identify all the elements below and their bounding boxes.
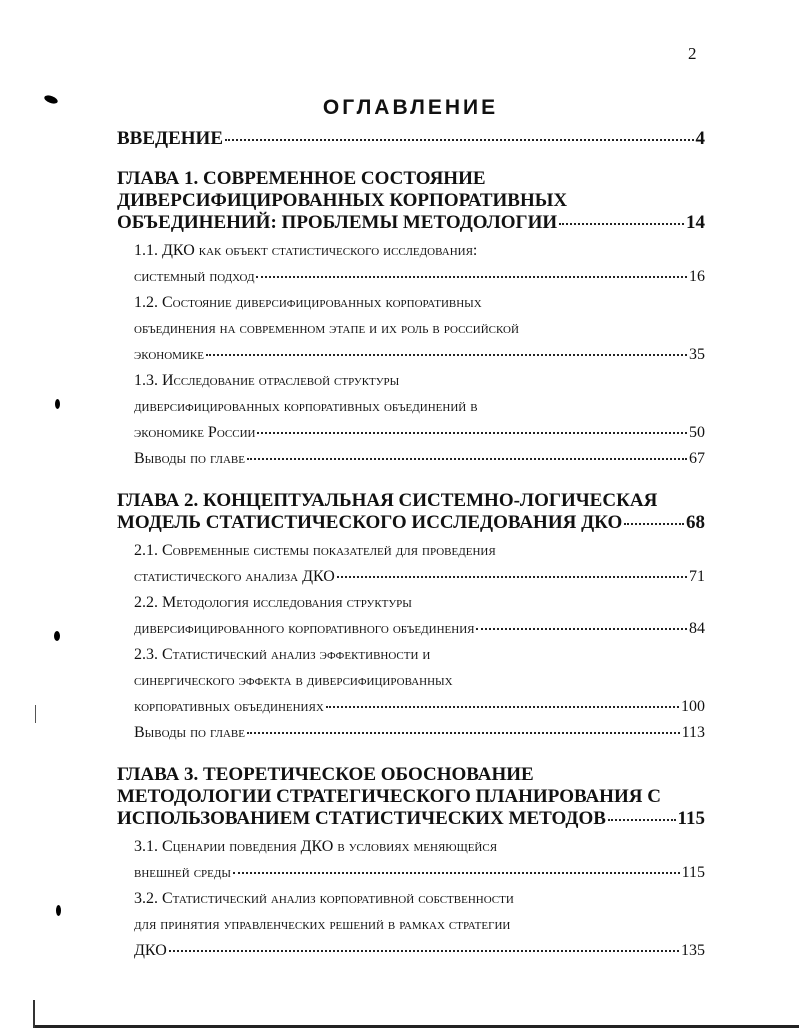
toc-entry-introduction[interactable] bbox=[117, 128, 705, 150]
chapter-title-last-line bbox=[117, 212, 705, 234]
toc-chapter-ch2[interactable] bbox=[117, 490, 705, 534]
dot-leader bbox=[624, 522, 684, 525]
toc-section[interactable] bbox=[117, 590, 705, 642]
section-title-last-line bbox=[134, 564, 705, 590]
toc-page-number: 50 bbox=[689, 424, 705, 441]
toc-page-number: 68 bbox=[686, 512, 705, 533]
toc-page-number: 35 bbox=[689, 346, 705, 363]
chapter-title-last-line bbox=[117, 808, 705, 830]
toc-page-number: 14 bbox=[686, 212, 705, 233]
toc-page-number: 67 bbox=[689, 450, 705, 467]
section-title-last-line bbox=[134, 938, 705, 964]
section-title-line: 2.2. Методология исследования структуры bbox=[134, 594, 412, 611]
dot-leader bbox=[257, 431, 687, 434]
dot-leader bbox=[559, 222, 684, 225]
chapter-title-line: ГЛАВА 3. ТЕОРЕТИЧЕСКОЕ ОБОСНОВАНИЕ bbox=[117, 764, 534, 785]
toc-section[interactable] bbox=[117, 720, 705, 746]
toc-page-number: 115 bbox=[681, 864, 705, 881]
toc-page-number: 71 bbox=[689, 568, 705, 585]
section-title-line: внешней среды bbox=[134, 864, 231, 881]
toc-chapter-ch1[interactable] bbox=[117, 168, 705, 234]
toc-section-list bbox=[117, 238, 705, 472]
toc-section[interactable] bbox=[117, 538, 705, 590]
chapter-title-line: МЕТОДОЛОГИИ СТРАТЕГИЧЕСКОГО ПЛАНИРОВАНИЯ С bbox=[117, 786, 661, 807]
dot-leader bbox=[326, 705, 679, 708]
toc-section[interactable] bbox=[117, 290, 705, 368]
section-title-line: диверсифицированных корпоративных объединений в bbox=[134, 398, 478, 415]
table-of-contents bbox=[117, 128, 705, 964]
toc-section[interactable] bbox=[117, 834, 705, 886]
toc-section[interactable] bbox=[117, 238, 705, 290]
section-title-line: 2.1. Современные системы показателей для проведения bbox=[134, 542, 496, 559]
chapter-title-line: МОДЕЛЬ СТАТИСТИЧЕСКОГО ИССЛЕДОВАНИЯ ДКО bbox=[117, 512, 623, 533]
section-title-last-line bbox=[134, 446, 705, 472]
dot-leader bbox=[247, 731, 680, 734]
scan-speck bbox=[56, 905, 61, 916]
scan-edge bbox=[33, 1000, 35, 1028]
chapter-title-last-line bbox=[117, 512, 705, 534]
section-title-line: корпоративных объединениях bbox=[134, 698, 324, 715]
dot-leader bbox=[225, 138, 694, 141]
dot-leader bbox=[233, 871, 680, 874]
section-title-line: 1.1. ДКО как объект статистического исследования: bbox=[134, 242, 478, 259]
section-title-line: 1.2. Состояние диверсифицированных корпоративных bbox=[134, 294, 482, 311]
dot-leader bbox=[169, 949, 679, 952]
toc-page-number: 84 bbox=[689, 620, 705, 637]
section-title-last-line bbox=[134, 860, 705, 886]
toc-page-number: 115 bbox=[677, 808, 705, 829]
scan-edge bbox=[35, 1025, 799, 1028]
scan-speck bbox=[54, 631, 60, 641]
chapter-title-line: ДИВЕРСИФИЦИРОВАННЫХ КОРПОРАТИВНЫХ bbox=[117, 190, 568, 211]
toc-entry-text: ВВЕДЕНИЕ bbox=[117, 128, 223, 149]
toc-section[interactable] bbox=[117, 446, 705, 472]
section-title-line: диверсифицированного корпоративного объединения bbox=[134, 620, 475, 637]
section-title-line: статистического анализа ДКО bbox=[134, 568, 335, 585]
section-title-line: системный подход bbox=[134, 268, 255, 285]
chapter-title-line: ОБЪЕДИНЕНИЙ: ПРОБЛЕМЫ МЕТОДОЛОГИИ bbox=[117, 212, 558, 233]
section-title-line: 2.3. Статистический анализ эффективности и bbox=[134, 646, 431, 663]
toc-page-number: 135 bbox=[681, 942, 705, 959]
dot-leader bbox=[476, 627, 687, 630]
toc-section-list bbox=[117, 834, 705, 964]
toc-section[interactable] bbox=[117, 886, 705, 964]
dot-leader bbox=[608, 818, 676, 821]
section-title-line: для принятия управленческих решений в рамках стратегии bbox=[134, 916, 511, 933]
toc-page-number: 113 bbox=[681, 724, 705, 741]
toc-section[interactable] bbox=[117, 368, 705, 446]
dot-leader bbox=[256, 275, 687, 278]
section-title-last-line bbox=[134, 694, 705, 720]
section-title-last-line bbox=[134, 420, 705, 446]
page-number: 2 bbox=[688, 44, 697, 63]
section-title-line: экономике bbox=[134, 346, 204, 363]
chapter-title-line: ГЛАВА 1. СОВРЕМЕННОЕ СОСТОЯНИЕ bbox=[117, 168, 486, 189]
section-title-line: ДКО bbox=[134, 942, 167, 959]
toc-title: ОГЛАВЛЕНИЕ bbox=[322, 96, 499, 119]
section-title-line: объединения на современном этапе и их роль в российской bbox=[134, 320, 519, 337]
dot-leader bbox=[247, 457, 687, 460]
dot-leader bbox=[206, 353, 687, 356]
toc-page-number: 100 bbox=[681, 698, 705, 715]
toc-page-number: 4 bbox=[695, 128, 705, 149]
toc-page-number: 16 bbox=[689, 268, 705, 285]
scan-speck bbox=[55, 399, 60, 409]
chapter-title-line: ГЛАВА 2. КОНЦЕПТУАЛЬНАЯ СИСТЕМНО-ЛОГИЧЕСКАЯ bbox=[117, 490, 658, 511]
section-title-line: 3.2. Статистический анализ корпоративной собственности bbox=[134, 890, 514, 907]
toc-chapter-ch3[interactable] bbox=[117, 764, 705, 830]
section-title-last-line bbox=[134, 342, 705, 368]
section-title-line: Выводы по главе bbox=[134, 724, 245, 741]
section-title-last-line bbox=[134, 616, 705, 642]
section-title-line: Выводы по главе bbox=[134, 450, 245, 467]
chapter-title-line: ИСПОЛЬЗОВАНИЕМ СТАТИСТИЧЕСКИХ МЕТОДОВ bbox=[117, 808, 606, 829]
section-title-line: 1.3. Исследование отраслевой структуры bbox=[134, 372, 400, 389]
section-title-line: 3.1. Сценарии поведения ДКО в условиях меняющейся bbox=[134, 838, 498, 855]
section-title-line: синергического эффекта в диверсифицированных bbox=[134, 672, 453, 689]
toc-section[interactable] bbox=[117, 642, 705, 720]
section-title-last-line bbox=[134, 720, 705, 746]
toc-section-list bbox=[117, 538, 705, 746]
dot-leader bbox=[337, 575, 687, 578]
section-title-last-line bbox=[134, 264, 705, 290]
section-title-line: экономике России bbox=[134, 424, 256, 441]
scan-edge bbox=[35, 705, 36, 723]
